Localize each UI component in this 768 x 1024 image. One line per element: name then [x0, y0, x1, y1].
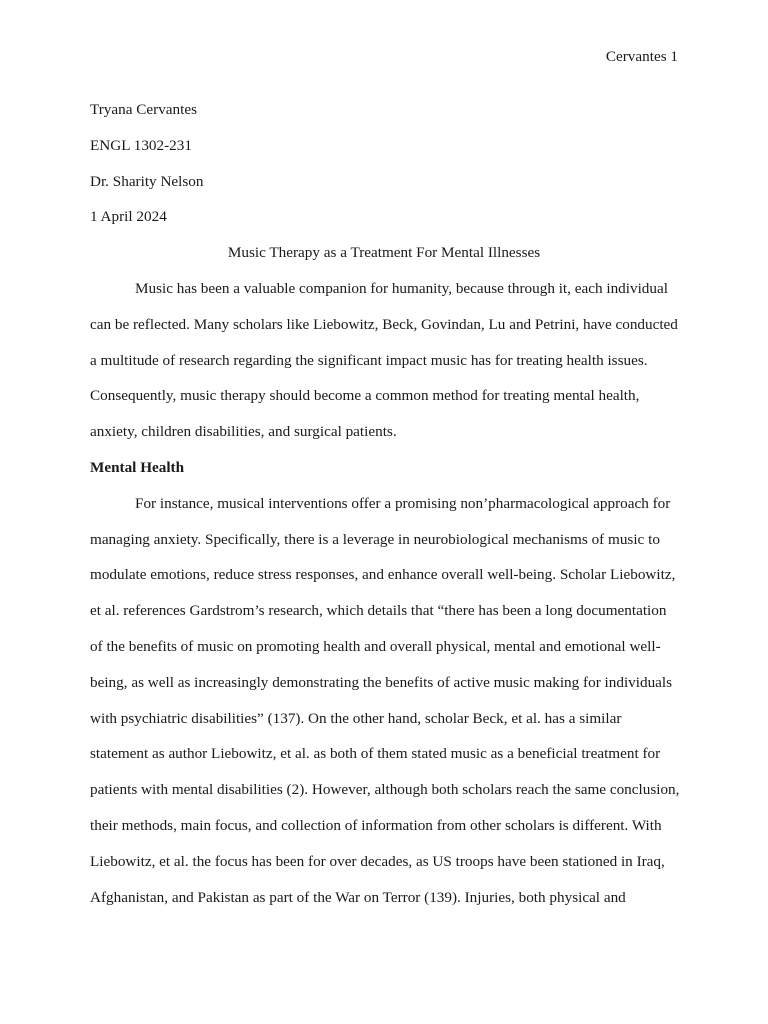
document-body	[90, 92, 678, 915]
paragraph-line: can be reflected. Many scholars like Liebowitz, Beck, Govindan, Lu and Petrini, have conducted	[90, 315, 678, 333]
paragraph-introduction	[90, 271, 678, 450]
instructor-name: Dr. Sharity Nelson	[90, 172, 204, 190]
author-name: Tryana Cervantes	[90, 101, 197, 118]
paragraph-line: statement as author Liebowitz, et al. as both of them stated music as a beneficial treatment for	[90, 745, 661, 763]
paper-title: Music Therapy as a Treatment For Mental Illnesses	[227, 244, 541, 262]
paragraph-mental-health	[90, 486, 678, 916]
paragraph-line: Liebowitz, et al. the focus has been for over decades, as US troops have been stationed in Iraq,	[90, 852, 665, 870]
section-heading-mental-health: Mental Health	[90, 458, 185, 476]
paragraph-line: their methods, main focus, and collection of information from other scholars is different. With	[90, 816, 662, 834]
running-header: Cervantes 1	[605, 48, 678, 65]
paragraph-line: For instance, musical interventions offer a promising non’pharmacological approach for	[135, 494, 671, 512]
paragraph-line: with psychiatric disabilities” (137). On the other hand, scholar Beck, et al. has a similar	[90, 709, 622, 727]
paragraph-line: modulate emotions, reduce stress responses, and enhance overall well-being. Scholar Liebowitz,	[90, 566, 676, 584]
paragraph-line: being, as well as increasingly demonstrating the benefits of active music making for individuals	[90, 673, 673, 691]
paragraph-line: a multitude of research regarding the significant impact music has for treating health issues.	[90, 351, 648, 369]
paragraph-line: managing anxiety. Specifically, there is a leverage in neurobiological mechanisms of music to	[90, 530, 660, 548]
course-number: ENGL 1302-231	[90, 136, 192, 154]
paragraph-line: patients with mental disabilities (2). However, although both scholars reach the same conclusion,	[90, 781, 680, 799]
paragraph-line: Afghanistan, and Pakistan as part of the War on Terror (139). Injuries, both physical and	[90, 888, 626, 906]
paragraph-line: Music has been a valuable companion for humanity, because through it, each individual	[135, 279, 668, 297]
paragraph-line: of the benefits of music on promoting health and overall physical, mental and emotional well-	[90, 637, 661, 655]
paragraph-line: Consequently, music therapy should become a common method for treating mental health,	[90, 387, 640, 405]
submission-date: 1 April 2024	[90, 208, 167, 226]
paragraph-line: et al. references Gardstrom’s research, which details that “there has been a long documentation	[90, 602, 667, 620]
paragraph-line: anxiety, children disabilities, and surgical patients.	[90, 423, 397, 441]
